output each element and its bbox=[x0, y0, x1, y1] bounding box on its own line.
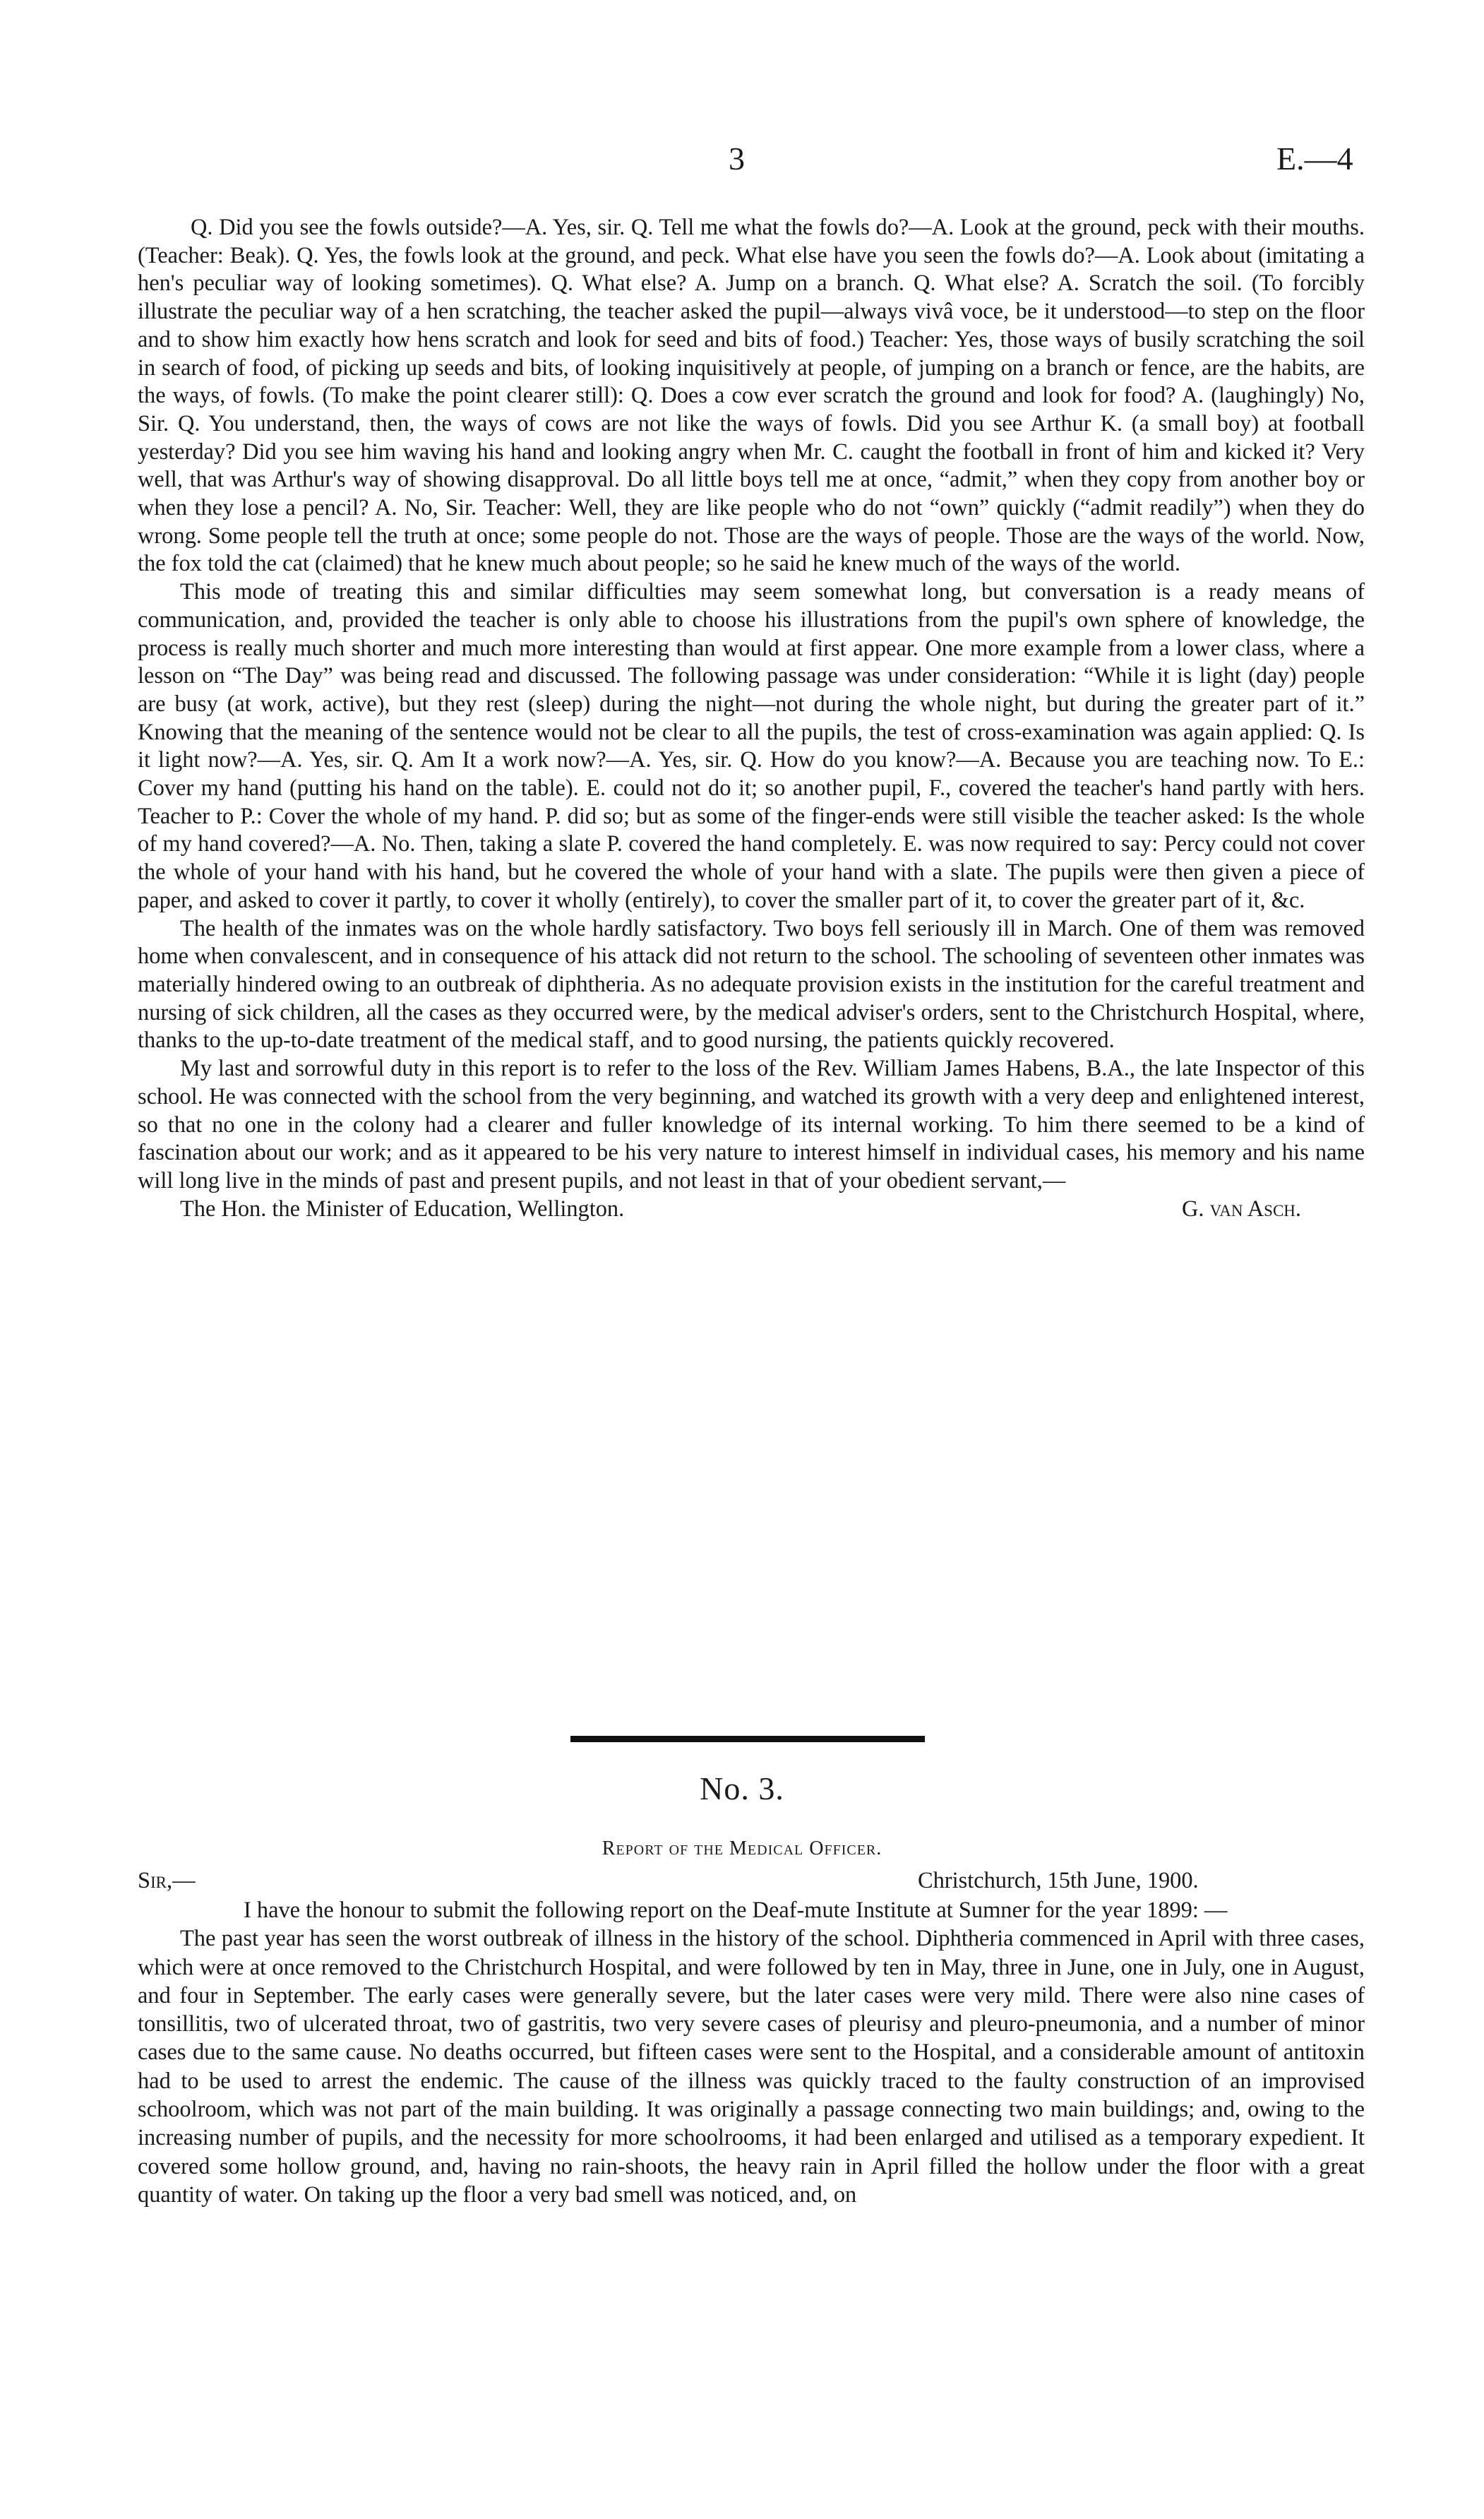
page-number: 3 bbox=[729, 141, 745, 177]
paragraph: The health of the inmates was on the whole hardly satisfactory. Two boys fell seriously ill in March. One of them was removed home when convalescent, and in consequence of his attack did not return to the school. The schooling of seventeen other inmates was materially hindered owing to an outbreak of diphtheria. As no adequate provision exists in the institution for the careful treatment and nursing of sick children, all the cases as they occurred were, by the medical adviser's orders, sent to the Christchurch Hospital, where, thanks to the up-to-date treatment of the medical staff, and to good nursing, the patients quickly recovered. bbox=[138, 915, 1365, 1054]
paragraph: Q. Did you see the fowls outside?—A. Yes, sir. Q. Tell me what the fowls do?—A. Look at the ground, peck with their mouths. (Teacher: Beak). Q. Yes, the fowls look at the ground, and peck. What else have you seen the fowls do?—A. Look about (imitating a hen's peculiar way of looking sometimes). Q. What else? A. Jump on a branch. Q. What else? A. Scratch the soil. (To forcibly illustrate the peculiar way of a hen scratching, the teacher asked the pupil—always vivâ voce, be it understood—to step on the floor and to show him exactly how hens scratch and look for seed and bits of food.) Teacher: Yes, those ways of busily scratching the soil in search of food, of picking up seeds and bits, of looking inquisitively at people, of jumping on a branch or fence, are the habits, are the ways, of fowls. (To make the point clearer still): Q. Does a cow ever scratch the ground and look for food? A. (laughingly) No, Sir. Q. You understand, then, the ways of cows are not like the ways of fowls. Did you see Arthur K. (a small boy) at football yesterday? Did you see him waving his hand and looking angry when Mr. C. caught the football in front of him and kicked it? Very well, that was Arthur's way of showing disapproval. Do all little boys tell me at once, “admit,” when they copy from another boy or when they lose a pencil? A. No, Sir. Teacher: Well, they are like people who do not “own” quickly (“admit readily”) when they do wrong. Some people tell the truth at once; some people do not. Those are the ways of people. Those are the ways of the world. Now, the fox told the cat (claimed) that he knew much about people; so he said he knew much of the ways of the world. bbox=[138, 215, 1365, 577]
document-code: E.—4 bbox=[1276, 141, 1353, 177]
paragraph: This mode of treating this and similar difficulties may seem somewhat long, but conversation is a ready means of communication, and, provided the teacher is only able to choose his illustrations from the pupil's own sphere of knowledge, the process is really much shorter and much more interesting than would at first appear. One more example from a lower class, where a lesson on “The Day” was being read and discussed. The following passage was under consideration: “While it is light (day) people are busy (at work, active), but they rest (sleep) during the night—not during the whole night, but during the greater part of it.” Knowing that the meaning of the sentence would not be clear to all the pupils, the test of cross-examination was again applied: Q. Is it light now?—A. Yes, sir. Q. Am It a work now?—A. Yes, sir. Q. How do you know?—A. Because you are teaching now. To E.: Cover my hand (putting his hand on the table). E. could not do it; so another pupil, F., covered the teacher's hand partly with hers. Teacher to P.: Cover the whole of my hand. P. did so; but as some of the finger-ends were still visible the teacher asked: Is the whole of my hand covered?—A. No. Then, taking a slate P. covered the hand completely. E. was now required to say: Percy could not cover the whole of your hand with his hand, but he covered the whole of your hand with a slate. The pupils were then given a piece of paper, and asked to cover it partly, to cover it wholly (entirely), to cover the smaller part of it, to cover the greater part of it, &c. bbox=[138, 579, 1365, 913]
section-number: No. 3. bbox=[700, 1770, 784, 1806]
report-body bbox=[138, 214, 1365, 1223]
paragraph: The past year has seen the worst outbreak of illness in the history of the school. Diphtheria commenced in April with three cases, which were at once removed to the Christchurch Hospital, and were followed by ten in May, three in June, one in July, one in August, and four in September. The early cases were generally severe, but the later cases were very mild. There were also nine cases of tonsillitis, two of ulcerated throat, two of gastritis, two very severe cases of pleurisy and pleuro-pneumonia, and a number of minor cases due to the same cause. No deaths occurred, but fifteen cases were sent to the Hospital, and a considerable amount of antitoxin had to be used to arrest the endemic. The cause of the illness was quickly traced to the faulty construction of an improvised schoolroom, which was not part of the main building. It was originally a passage connecting two main buildings; and, owing to the increasing number of pupils, and the necessity for more schoolrooms, it had been enlarged and utilised as a temporary expedient. It covered some hollow ground, and, having no rain-shoots, the heavy rain in April filled the hollow under the floor with a great quantity of water. On taking up the floor a very bad smell was noticed, and, on bbox=[138, 1926, 1365, 2208]
paragraph: My last and sorrowful duty in this report is to refer to the loss of the Rev. William James Habens, B.A., the late Inspector of this school. He was connected with the school from the very beginning, and watched its growth with a very deep and enlightened interest, so that no one in the colony had a clearer and fuller knowledge of its internal working. To him there seemed to be a kind of fascination about our work; and as it appeared to be his very nature to interest himself in individual cases, his memory and his name will long live in the minds of past and present pupils, and not least in that of your obedient servant,— bbox=[138, 1056, 1365, 1193]
section-title: Report of the Medical Officer. bbox=[602, 1838, 882, 1859]
addressee: The Hon. the Minister of Education, Wellington. bbox=[180, 1196, 625, 1222]
salutation: Sir,— bbox=[138, 1868, 196, 1893]
dateline: Christchurch, 15th June, 1900. bbox=[918, 1868, 1199, 1893]
section-divider bbox=[570, 1736, 925, 1742]
paragraph: I have the honour to submit the following report on the Deaf-mute Institute at Sumner for the year 1899: — bbox=[244, 1898, 1228, 1923]
medical-report-body bbox=[138, 1896, 1365, 2209]
signoff bbox=[138, 1196, 1365, 1224]
signature: G. van Asch. bbox=[1182, 1196, 1301, 1222]
